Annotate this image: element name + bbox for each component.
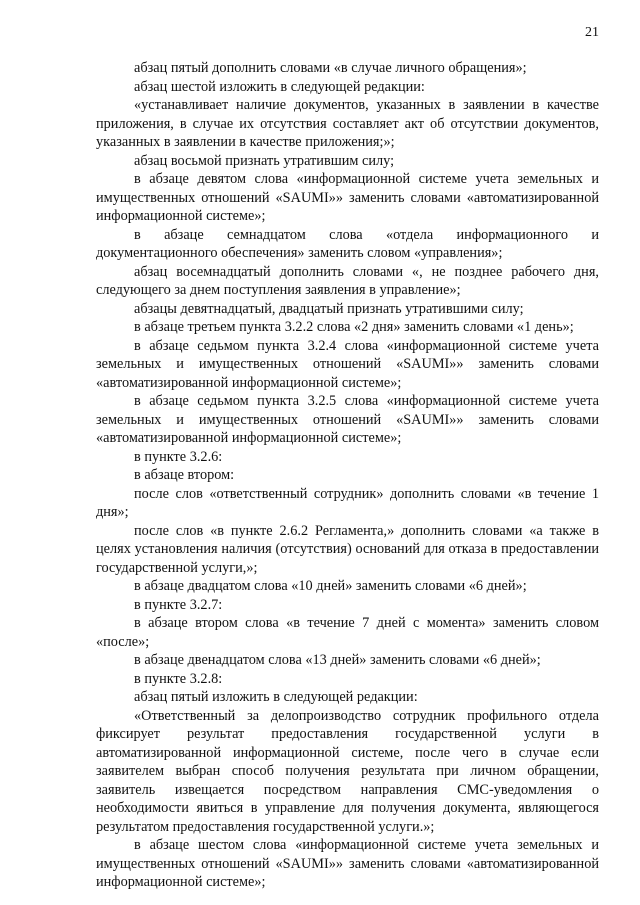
paragraph: в абзаце двадцатом слова «10 дней» заменить словами «6 дней»; <box>134 578 527 594</box>
paragraph: после слов «в пункте 2.6.2 Регламента,» дополнить словами «а также в целях установления наличия (отсутствия) оснований для отказа в предоставлении государственной услуги,»; <box>96 522 599 576</box>
paragraph: в абзаце втором: <box>134 467 235 483</box>
paragraph: в пункте 3.2.8: <box>134 670 223 687</box>
paragraph: абзац шестой изложить в следующей редакции: <box>134 78 425 95</box>
paragraph: в абзаце третьем пункта 3.2.2 слова «2 дня» заменить словами «1 день»; <box>134 319 574 335</box>
paragraph: в пункте 3.2.7: <box>134 596 223 613</box>
paragraph: в абзаце втором слова «в течение 7 дней с момента» заменить словом «после»; <box>96 615 599 650</box>
page-number: 21 <box>585 25 599 40</box>
paragraph: в абзаце шестом слова «информационной системе учета земельных и имущественных отношений «SAUMI»» заменить словами «автоматизированной информационной системе»; <box>96 837 599 890</box>
paragraph: в абзаце двенадцатом слова «13 дней» заменить словами «6 дней»; <box>134 652 541 668</box>
paragraph: в абзаце девятом слова «информационной системе учета земельных и имущественных отношений «SAUMI»» заменить словами «автоматизированной информационной системе»; <box>96 171 599 224</box>
paragraph: в абзаце семнадцатом слова «отдела информационного и документационного обеспечения» заменить словом «управления»; <box>96 226 599 261</box>
document-body <box>96 59 599 892</box>
paragraph: в абзаце седьмом пункта 3.2.5 слова «информационной системе учета земельных и имущественных отношений «SAUMI»» заменить словами «автоматизированной информационной системе»; <box>96 393 599 446</box>
paragraph: абзацы девятнадцатый, двадцатый признать утратившими силу; <box>134 300 524 317</box>
paragraph: после слов «ответственный сотрудник» дополнить словами «в течение 1 дня»; <box>96 485 599 520</box>
paragraph: абзац восемнадцатый дополнить словами «, не позднее рабочего дня, следующего за днем поступления заявления в управление»; <box>96 263 599 298</box>
paragraph: в пункте 3.2.6: <box>134 448 223 465</box>
paragraph: «Ответственный за делопроизводство сотрудник профильного отдела фиксирует результат предоставления государственной услуги в автоматизированной информационной системе, после чего в случае если заявителем выбран способ получения результата при личном обращении, заявитель извещается посредством направления СМС-уведомления о необходимости явиться в управление для получения документа, являющегося результатом предоставления государственной услуги.»; <box>96 707 599 835</box>
paragraph: абзац пятый изложить в следующей редакции: <box>134 689 418 705</box>
paragraph: в абзаце седьмом пункта 3.2.4 слова «информационной системе учета земельных и имущественных отношений «SAUMI»» заменить словами «автоматизированной информационной системе»; <box>96 337 599 391</box>
paragraph: абзац восьмой признать утратившим силу; <box>134 152 395 169</box>
paragraph: «устанавливает наличие документов, указанных в заявлении в качестве приложения, в случае их отсутствия составляет акт об отсутствии документов, указанных в заявлении в качестве приложения;»; <box>96 97 599 150</box>
paragraph: абзац пятый дополнить словами «в случае личного обращения»; <box>134 60 527 76</box>
